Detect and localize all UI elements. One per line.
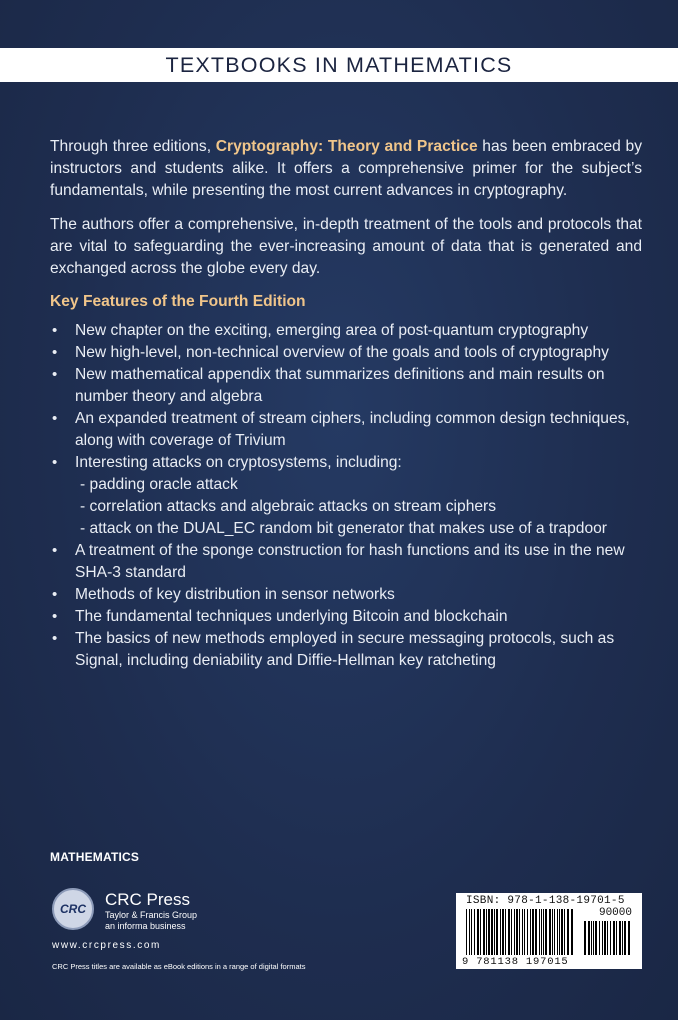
barcode-bar <box>532 909 534 955</box>
category-label: MATHEMATICS <box>50 850 140 864</box>
bullet-icon: • <box>52 410 58 428</box>
barcode-bar <box>543 909 544 955</box>
barcode-bar <box>613 921 615 955</box>
barcode-bar <box>591 921 592 955</box>
barcode-bar <box>619 921 621 955</box>
description-paragraph: The authors offer a comprehensive, in-depth treatment of the tools and protocols that are vital to safeguarding the ever-increasing amount of data that is generated and exchanged across the globe every day. <box>50 215 642 278</box>
barcode-bar <box>511 909 512 955</box>
series-banner <box>0 48 678 82</box>
barcode-bar <box>486 909 487 955</box>
barcode-bar <box>524 909 525 955</box>
attack-subitem: - correlation attacks and algebraic attacks on stream ciphers <box>80 498 497 516</box>
feature-item: • New chapter on the exciting, emerging area of post-quantum cryptography <box>50 320 642 342</box>
barcode-bar <box>564 909 565 955</box>
feature-item: • A treatment of the sponge construction for hash functions and its use in the new SHA-3 standard <box>52 542 625 582</box>
barcode-bar <box>474 909 475 955</box>
barcode-bar <box>519 909 520 955</box>
attack-sublist <box>75 474 642 540</box>
barcode-bar <box>624 921 626 955</box>
barcode-bar <box>561 909 563 955</box>
barcode-bar <box>610 921 611 955</box>
barcode-bar <box>607 921 608 955</box>
feature-item: • An expanded treatment of stream ciphers, including common design techniques, along with coverage of Trivium <box>52 410 630 450</box>
barcode-bar <box>502 909 504 955</box>
barcode-bar <box>584 921 586 955</box>
barcode-digits: 9 781138 197015 <box>462 956 569 968</box>
attack-subitem: - attack on the DUAL_EC random bit generator that makes use of a trapdoor <box>80 520 608 538</box>
bullet-icon: • <box>52 586 58 604</box>
barcode-bar <box>516 909 518 955</box>
barcode-bar <box>539 909 540 955</box>
intro-paragraph <box>50 136 642 203</box>
barcode-bar <box>616 921 617 955</box>
barcode-bar <box>496 909 498 955</box>
attack-subitem: - padding oracle attack <box>80 476 238 494</box>
publisher-website: www.crcpress.com <box>52 940 161 951</box>
series-title: TEXTBOOKS IN MATHEMATICS <box>165 52 513 77</box>
barcode-bar <box>508 909 510 955</box>
barcode-bar <box>483 909 485 955</box>
features-list <box>50 320 642 672</box>
barcode-bar <box>522 909 523 955</box>
bullet-icon: • <box>52 366 58 384</box>
barcode-bar <box>488 909 490 955</box>
publisher-group: Taylor & Francis Group <box>105 910 198 920</box>
barcode-bar <box>545 909 547 955</box>
bullet-icon: • <box>52 608 58 626</box>
barcode-bar <box>599 921 600 955</box>
barcode-bar <box>588 921 590 955</box>
barcode-bar <box>559 909 560 955</box>
book-title: Cryptography: Theory and Practice <box>215 138 478 155</box>
barcode-bar <box>471 909 472 955</box>
barcode-bar <box>527 909 528 955</box>
barcode-bar <box>549 909 551 955</box>
barcode-bar <box>602 921 603 955</box>
barcode-bar <box>622 921 623 955</box>
barcode-bar <box>593 921 594 955</box>
barcode-bar <box>494 909 495 955</box>
bullet-icon: • <box>52 630 58 648</box>
crc-logo-icon: CRC <box>52 888 94 930</box>
publisher-business: an informa business <box>105 921 186 931</box>
bullet-icon: • <box>52 344 58 362</box>
feature-item: • Interesting attacks on cryptosystems, including: - padding oracle attack - correlation attacks and algebraic attacks on stream ciphers - attack on the DUAL_EC random bit generator that makes use of a trapdoor <box>50 452 642 540</box>
barcode-bar <box>595 921 597 955</box>
bullet-icon: • <box>52 322 58 340</box>
barcode-bar <box>535 909 537 955</box>
bullet-icon: • <box>52 542 58 560</box>
intro-prefix: Through three editions, <box>50 138 216 155</box>
barcode-bar <box>480 909 481 955</box>
isbn-label: ISBN: 978-1-138-19701-5 <box>466 895 625 907</box>
barcode-bar <box>477 909 479 955</box>
price-code: 90000 <box>598 907 632 919</box>
barcode-bar <box>604 921 606 955</box>
publisher-name: CRC Press <box>105 890 191 909</box>
barcode-bar <box>491 909 493 955</box>
barcode-bar <box>554 909 555 955</box>
features-heading: Key Features of the Fourth Edition <box>50 293 306 311</box>
feature-item: • Methods of key distribution in sensor networks <box>50 584 642 606</box>
feature-item: • New high-level, non-technical overview of the goals and tools of cryptography <box>50 342 642 364</box>
bullet-icon: • <box>52 454 58 472</box>
ebook-note: CRC Press titles are available as eBook editions in a range of digital formats <box>52 962 306 971</box>
barcode-bar <box>514 909 515 955</box>
barcode-bar <box>500 909 501 955</box>
barcode-bar <box>541 909 542 955</box>
barcode-bar <box>552 909 553 955</box>
barcode-bar <box>530 909 531 955</box>
isbn-barcode <box>456 893 642 969</box>
intro-suffix: has been embraced by instructors and students alike. It offers a comprehensive primer for the subject’s fundamentals, while presenting the most current advances in cryptography. <box>50 138 642 200</box>
barcode-bar <box>628 921 630 955</box>
barcode-bar <box>567 909 569 955</box>
feature-item: • The fundamental techniques underlying Bitcoin and blockchain <box>50 606 642 628</box>
barcode-bar <box>571 909 573 955</box>
barcode-bar <box>466 909 467 955</box>
publisher-logo <box>52 888 212 932</box>
feature-item: • New mathematical appendix that summarizes definitions and main results on number theory and algebra <box>52 366 605 406</box>
barcode-bar <box>505 909 506 955</box>
barcode-bar <box>469 909 470 955</box>
feature-item: • The basics of new methods employed in secure messaging protocols, such as Signal, including deniability and Diffie-Hellman key ratcheting <box>52 630 615 670</box>
back-cover-text <box>50 136 642 672</box>
barcode-bar <box>557 909 558 955</box>
